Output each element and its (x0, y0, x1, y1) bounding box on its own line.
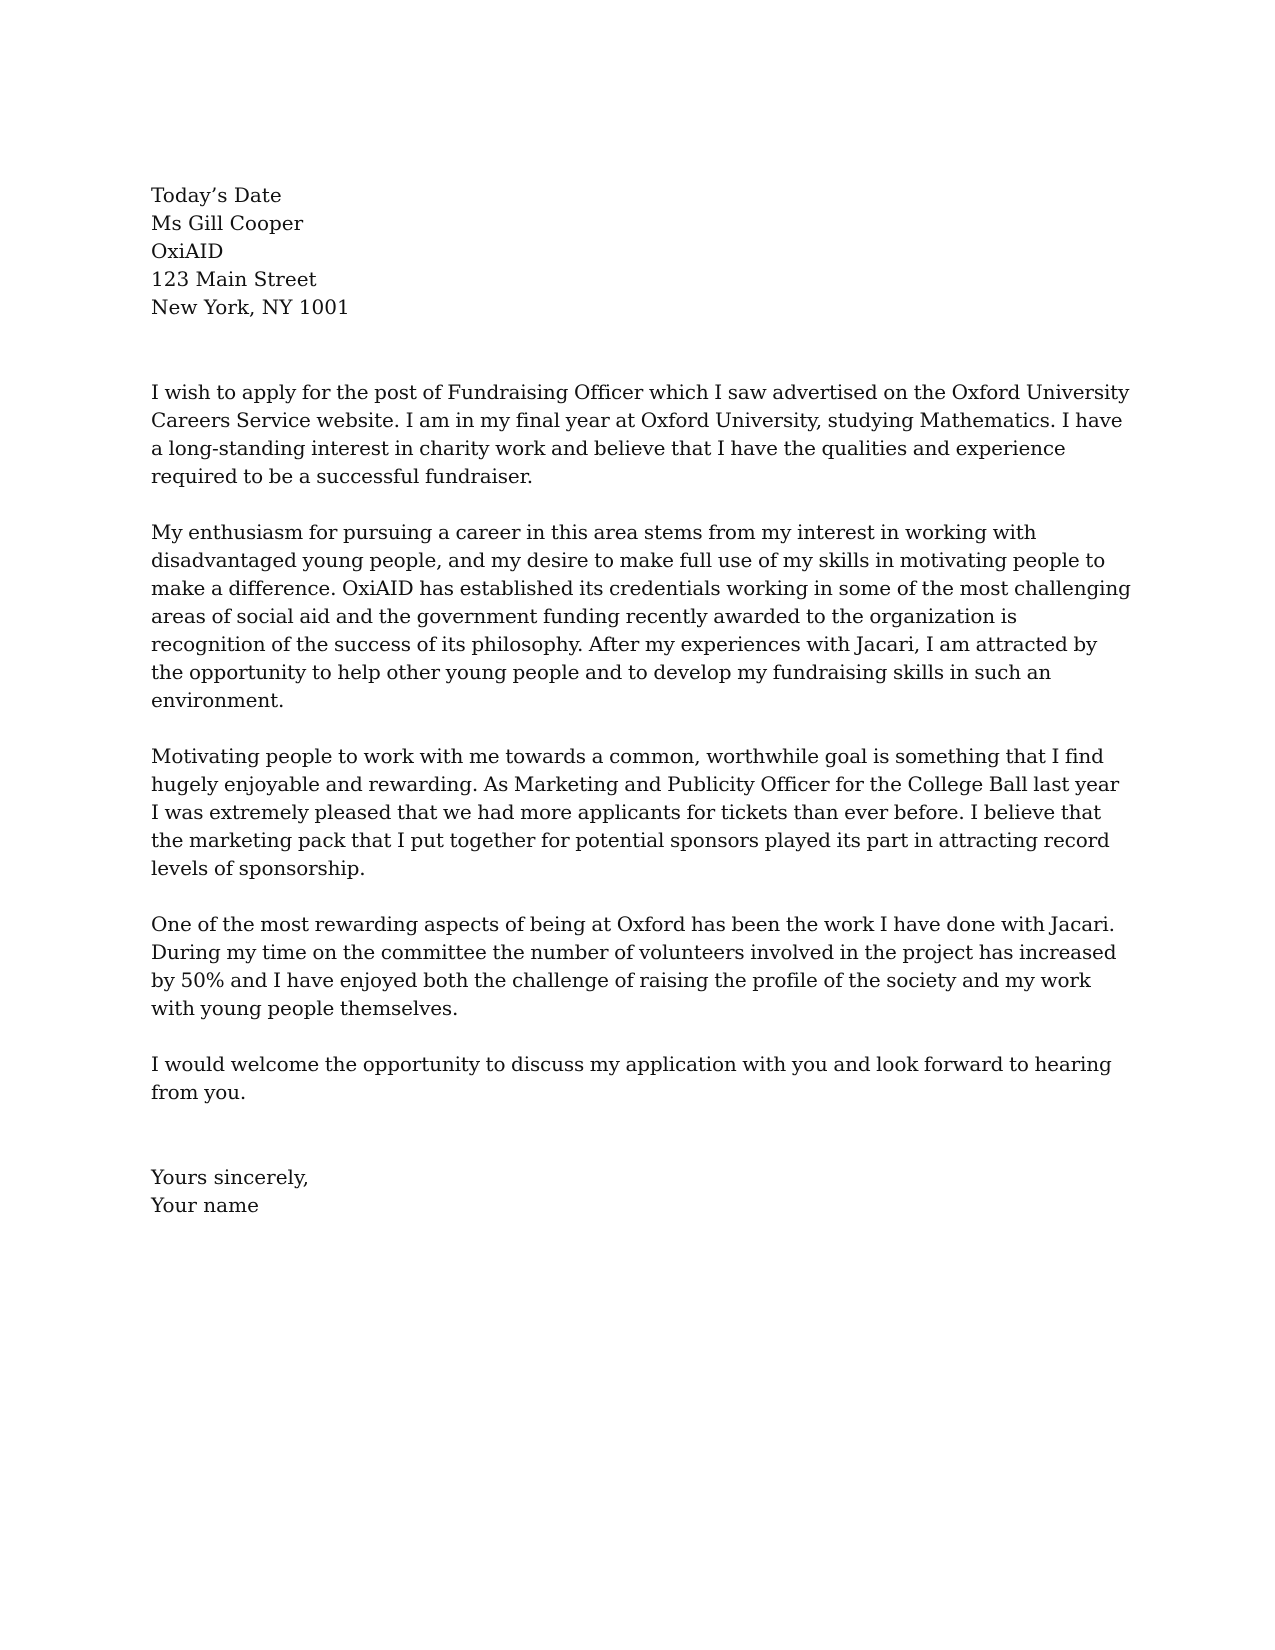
recipient-name: Ms Gill Cooper (151, 211, 304, 235)
signature-name: Your name (151, 1193, 259, 1217)
recipient-street: 123 Main Street (151, 267, 317, 291)
paragraph-application-intro: I wish to apply for the post of Fundraising Officer which I saw advertised on the Oxford University Careers Service website. I am in my final year at Oxford University, studying Mathematics. I have a long-standing interest in charity work and believe that I have the qualities and experience required to be a successful fundraiser. (151, 380, 1130, 488)
paragraph-closing-request: I would welcome the opportunity to discuss my application with you and look forward to hearing from you. (151, 1052, 1112, 1104)
letter-body (151, 181, 1131, 1219)
recipient-organization: OxiAID (151, 239, 224, 263)
closing-salutation: Yours sincerely, (151, 1165, 309, 1189)
letter-closing (151, 1163, 1131, 1219)
letter-date: Today’s Date (151, 183, 282, 207)
recipient-city-state-zip: New York, NY 1001 (151, 295, 350, 319)
paragraph-motivation: My enthusiasm for pursuing a career in this area stems from my interest in working with disadvantaged young people, and my desire to make full use of my skills in motivating people to make a difference. OxiAID has established its credentials working in some of the most challenging areas of social aid and the government funding recently awarded to the organization is recognition of the success of its philosophy. After my experiences with Jacari, I am attracted by the opportunity to help other young people and to develop my fundraising skills in such an environment. (151, 520, 1131, 712)
paragraph-marketing-experience: Motivating people to work with me towards a common, worthwhile goal is something that I find hugely enjoyable and rewarding. As Marketing and Publicity Officer for the College Ball last year I was extremely pleased that we had more applicants for tickets than ever before. I believe that the marketing pack that I put together for potential sponsors played its part in attracting record levels of sponsorship. (151, 744, 1120, 880)
paragraph-jacari-experience: One of the most rewarding aspects of being at Oxford has been the work I have done with Jacari. During my time on the committee the number of volunteers involved in the project has increased by 50% and I have enjoyed both the challenge of raising the profile of the society and my work with young people themselves. (151, 912, 1117, 1020)
recipient-address-block (151, 181, 1131, 321)
